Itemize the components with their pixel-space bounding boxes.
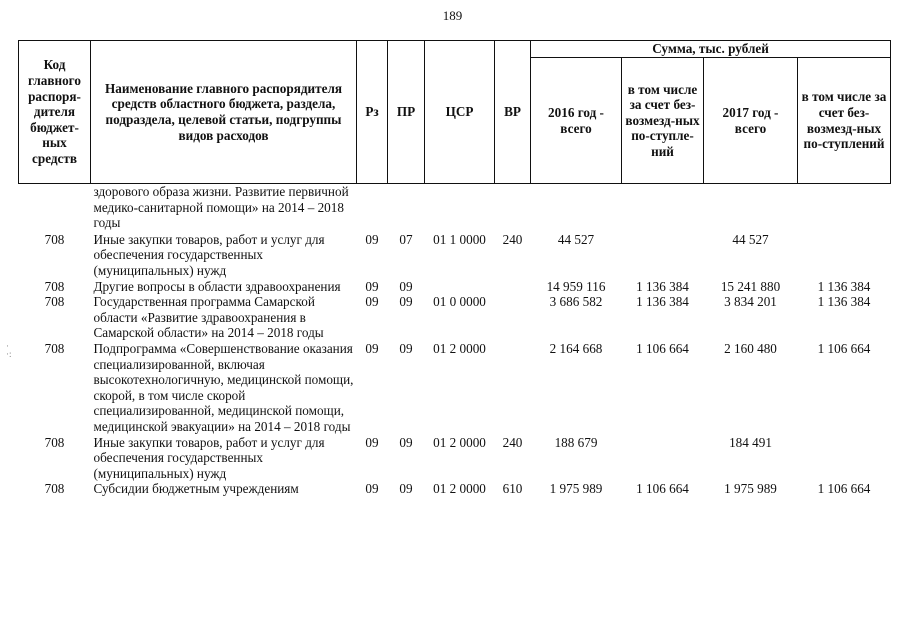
cell-rz: 09 bbox=[365, 434, 379, 450]
cell-2017: 184 491 bbox=[729, 434, 772, 450]
cell-csr bbox=[425, 279, 495, 295]
cell-2017: 2 160 480 bbox=[724, 340, 777, 356]
cell-name: Государственная программа Самарской области «Развитие здравоохранения в Самарской области» на 2014 – 2018 годы bbox=[93, 294, 324, 341]
header-2017-gratuitous: в том числе за счет без-возмезд-ных по-ступлений bbox=[798, 58, 891, 184]
cell-vr bbox=[495, 279, 531, 295]
cell-pr: 09 bbox=[399, 294, 413, 310]
cell-rz: 09 bbox=[365, 231, 379, 247]
cell-rz bbox=[357, 184, 388, 232]
cell-2017: 1 975 989 bbox=[724, 481, 777, 497]
cell-2016-free bbox=[622, 435, 704, 482]
table-row bbox=[19, 341, 891, 435]
cell-2016-free: 1 106 664 bbox=[636, 481, 689, 497]
header-rz: Рз bbox=[357, 41, 388, 184]
cell-2016 bbox=[531, 184, 622, 232]
table-row bbox=[19, 435, 891, 482]
cell-vr bbox=[495, 341, 531, 435]
cell-pr: 09 bbox=[399, 278, 413, 294]
cell-2017: 3 834 201 bbox=[724, 294, 777, 310]
cell-vr: 610 bbox=[502, 481, 523, 497]
scan-artifact: · ·: bbox=[6, 341, 12, 359]
cell-name: Подпрограмма «Совершенствование оказания специализированной, включая высокотехнологичную, медицинской помощи, скорой, в том числе скорой специализированной, медицинской помощи, медицинской эвакуации» на 2014 – 2018 годы bbox=[93, 340, 354, 434]
budget-table bbox=[18, 40, 891, 497]
header-pr: ПР bbox=[388, 41, 425, 184]
cell-name: Другие вопросы в области здравоохранения bbox=[93, 278, 341, 294]
cell-2017-free: 1 136 384 bbox=[817, 278, 871, 294]
header-row-1 bbox=[19, 41, 891, 58]
cell-code: 708 bbox=[44, 481, 65, 497]
cell-pr: 09 bbox=[399, 481, 413, 497]
header-2017-total: 2017 год - всего bbox=[704, 58, 798, 184]
cell-name: Иные закупки товаров, работ и услуг для обеспечения государственных (муниципальных) нужд bbox=[93, 434, 325, 481]
header-code: Код главного распоря-дителя бюджет-ных средств bbox=[19, 41, 91, 184]
cell-2017-free: 1 106 664 bbox=[817, 340, 871, 356]
header-sum-group: Сумма, тыс. рублей bbox=[531, 41, 891, 58]
cell-2017-free bbox=[798, 435, 891, 482]
cell-vr bbox=[495, 294, 531, 341]
cell-rz: 09 bbox=[365, 340, 379, 356]
cell-2016: 44 527 bbox=[557, 231, 595, 247]
cell-2016-free: 1 136 384 bbox=[636, 294, 689, 310]
cell-rz: 09 bbox=[365, 294, 379, 310]
header-vr: ВР bbox=[495, 41, 531, 184]
cell-csr bbox=[425, 184, 495, 232]
table-row bbox=[19, 184, 891, 232]
table-row bbox=[19, 481, 891, 497]
cell-code bbox=[19, 184, 91, 232]
cell-2017-free: 1 106 664 bbox=[817, 481, 871, 497]
cell-2016-free: 1 106 664 bbox=[636, 340, 689, 356]
cell-code: 708 bbox=[44, 294, 65, 310]
header-csr: ЦСР bbox=[425, 41, 495, 184]
cell-code: 708 bbox=[44, 231, 65, 247]
cell-2017: 44 527 bbox=[732, 231, 769, 247]
cell-csr: 01 0 0000 bbox=[433, 294, 486, 310]
cell-2017 bbox=[704, 184, 798, 232]
cell-2016: 188 679 bbox=[554, 434, 598, 450]
cell-vr: 240 bbox=[502, 434, 523, 450]
cell-2017-free bbox=[798, 232, 891, 279]
cell-code: 708 bbox=[44, 278, 65, 294]
cell-rz: 09 bbox=[365, 278, 379, 294]
cell-2016-free: 1 136 384 bbox=[636, 278, 689, 294]
cell-name: Иные закупки товаров, работ и услуг для обеспечения государственных (муниципальных) нужд bbox=[93, 231, 325, 278]
table-row bbox=[19, 279, 891, 295]
cell-2016: 3 686 582 bbox=[549, 294, 603, 310]
cell-2016: 14 959 116 bbox=[546, 278, 606, 294]
cell-pr: 09 bbox=[399, 434, 413, 450]
page-number: 189 bbox=[442, 8, 463, 23]
cell-csr: 01 2 0000 bbox=[433, 340, 486, 356]
cell-pr: 07 bbox=[399, 231, 413, 247]
cell-csr: 01 2 0000 bbox=[433, 434, 486, 450]
cell-pr bbox=[388, 184, 425, 232]
cell-code: 708 bbox=[44, 434, 65, 450]
cell-2017-free bbox=[798, 184, 891, 232]
cell-2017: 15 241 880 bbox=[720, 278, 781, 294]
cell-2016: 2 164 668 bbox=[549, 340, 603, 356]
cell-pr: 09 bbox=[399, 340, 413, 356]
cell-name: здорового образа жизни. Развитие первичной медико-санитарной помощи» на 2014 – 2018 годы bbox=[93, 184, 349, 231]
header-name: Наименование главного распорядителя средств областного бюджета, раздела, подраздела, целевой статьи, подгруппы видов расходов bbox=[91, 41, 357, 184]
cell-2017-free: 1 136 384 bbox=[817, 294, 871, 310]
header-2016-gratuitous: в том числе за счет без-возмезд-ных по-ступле-ний bbox=[622, 58, 704, 184]
cell-code: 708 bbox=[44, 340, 65, 356]
cell-csr: 01 2 0000 bbox=[433, 481, 486, 497]
cell-2016-free bbox=[622, 184, 704, 232]
cell-csr: 01 1 0000 bbox=[433, 231, 486, 247]
cell-vr bbox=[495, 184, 531, 232]
cell-name: Субсидии бюджетным учреждениям bbox=[93, 481, 299, 497]
cell-vr: 240 bbox=[502, 231, 523, 247]
table-row bbox=[19, 294, 891, 341]
header-2016-total: 2016 год - всего bbox=[531, 58, 622, 184]
cell-2016: 1 975 989 bbox=[549, 481, 603, 497]
cell-rz: 09 bbox=[365, 481, 379, 497]
table-row bbox=[19, 232, 891, 279]
cell-2016-free bbox=[622, 232, 704, 279]
